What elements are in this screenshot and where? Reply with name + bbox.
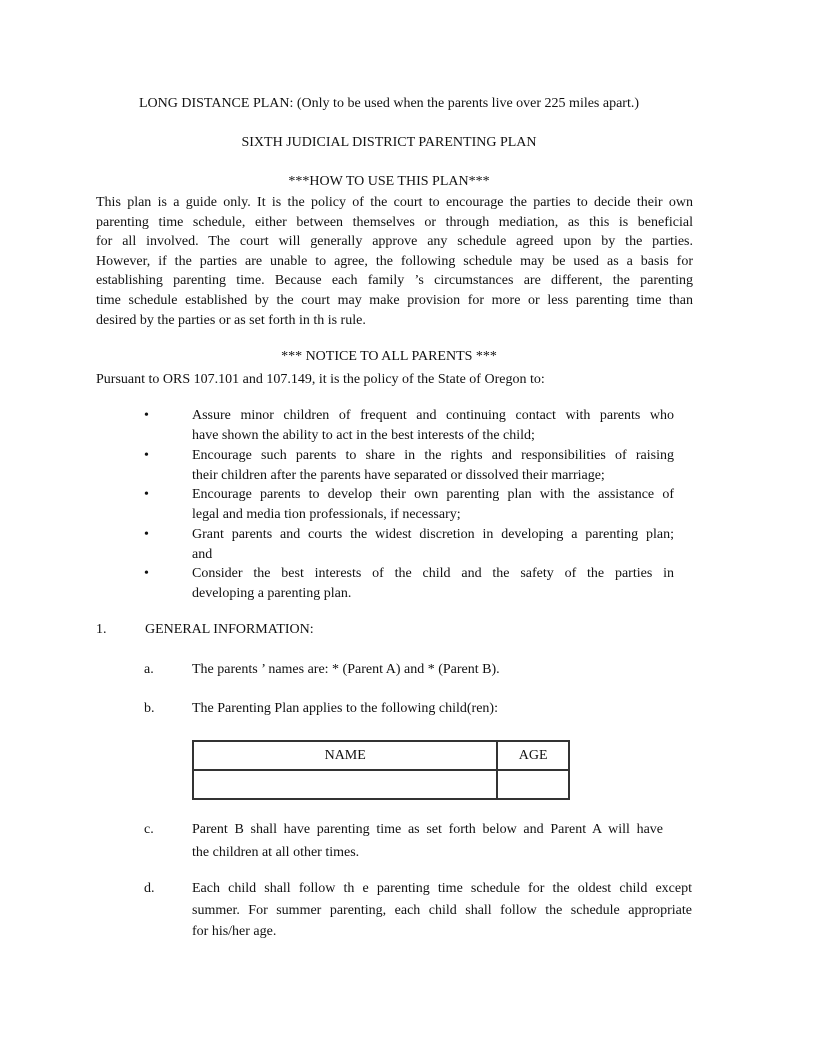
bullet-item (192, 485, 674, 524)
section-heading: GENERAL INFORMATION: (145, 622, 314, 637)
item-c-text (192, 820, 663, 862)
bullet-marker: • (144, 408, 149, 423)
bullet-line: Grant parents and courts the widest discretion in developing a parenting plan; (192, 527, 674, 542)
bullet-marker: • (144, 448, 149, 463)
table-row (193, 770, 569, 799)
paragraph-line: parenting time schedule, either between themselves or through mediation, as this is beneficial (96, 214, 693, 230)
name-column-header: NAME (193, 741, 497, 770)
child-name-cell[interactable] (193, 770, 497, 799)
children-table (192, 740, 570, 800)
bullet-line: have shown the ability to act in the best interests of the child; (192, 427, 535, 443)
bullet-marker: • (144, 566, 149, 581)
item-a-text (192, 660, 692, 680)
item-line: summer. For summer parenting, each child shall follow the schedule appropriate (192, 902, 692, 918)
how-to-paragraph (96, 193, 693, 330)
item-d-text (192, 879, 692, 942)
paragraph-line: time schedule established by the court may make provision for more or less parenting time than (96, 292, 693, 308)
section-number: 1. (96, 622, 107, 637)
item-b-text (192, 699, 692, 719)
paragraph-line: However, if the parties are unable to agree, the following schedule may be used as a basis for (96, 253, 693, 269)
paragraph-line: This plan is a guide only. It is the policy of the court to encourage the parties to decide their own (96, 195, 693, 210)
item-letter: a. (144, 662, 154, 677)
item-line: Each child shall follow th e parenting time schedule for the oldest child except (192, 881, 692, 896)
bullet-marker: • (144, 487, 149, 502)
paragraph-line: for all involved. The court will generally approve any schedule agreed upon by the parties. (96, 234, 693, 250)
paragraph-line: desired by the parties or as set forth in th is rule. (96, 312, 366, 328)
item-letter: c. (144, 822, 154, 837)
item-line: Parent B shall have parenting time as set forth below and Parent A will have (192, 822, 663, 837)
bullet-line: Encourage such parents to share in the rights and responsibilities of raising (192, 448, 674, 463)
item-line: The parents ’ names are: * (Parent A) and * (Parent B). (192, 662, 500, 677)
bullet-line: their children after the parents have separated or dissolved their marriage; (192, 467, 605, 483)
plan-subtitle: SIXTH JUDICIAL DISTRICT PARENTING PLAN (241, 135, 537, 150)
bullet-line: Encourage parents to develop their own parenting plan with the assistance of (192, 487, 674, 502)
item-line: the children at all other times. (192, 844, 360, 860)
how-to-heading: ***HOW TO USE THIS PLAN*** (288, 174, 490, 189)
bullet-item (192, 564, 674, 603)
bullet-line: legal and media tion professionals, if necessary; (192, 506, 461, 522)
item-letter: d. (144, 881, 155, 896)
notice-heading: *** NOTICE TO ALL PARENTS *** (281, 349, 497, 364)
bullet-line: and (192, 546, 213, 562)
paragraph-line: establishing parenting time. Because each family ’s circumstances are different, the parenting (96, 273, 693, 289)
bullet-marker: • (144, 527, 149, 542)
notice-intro: Pursuant to ORS 107.101 and 107.149, it is the policy of the State of Oregon to: (96, 372, 545, 387)
bullet-line: developing a parenting plan. (192, 585, 352, 601)
plan-title: LONG DISTANCE PLAN: (Only to be used when the parents live over 225 miles apart.) (138, 96, 640, 111)
age-column-header: AGE (497, 741, 569, 770)
bullet-item (192, 446, 674, 485)
item-line: for his/her age. (192, 924, 277, 940)
item-letter: b. (144, 701, 155, 716)
bullet-line: Consider the best interests of the child and the safety of the parties in (192, 566, 674, 581)
bullet-item (192, 525, 674, 564)
item-line: The Parenting Plan applies to the following child(ren): (192, 701, 498, 716)
bullet-item (192, 406, 674, 445)
child-age-cell[interactable] (497, 770, 569, 799)
bullet-line: Assure minor children of frequent and continuing contact with parents who (192, 408, 674, 423)
table-header-row (193, 741, 569, 770)
